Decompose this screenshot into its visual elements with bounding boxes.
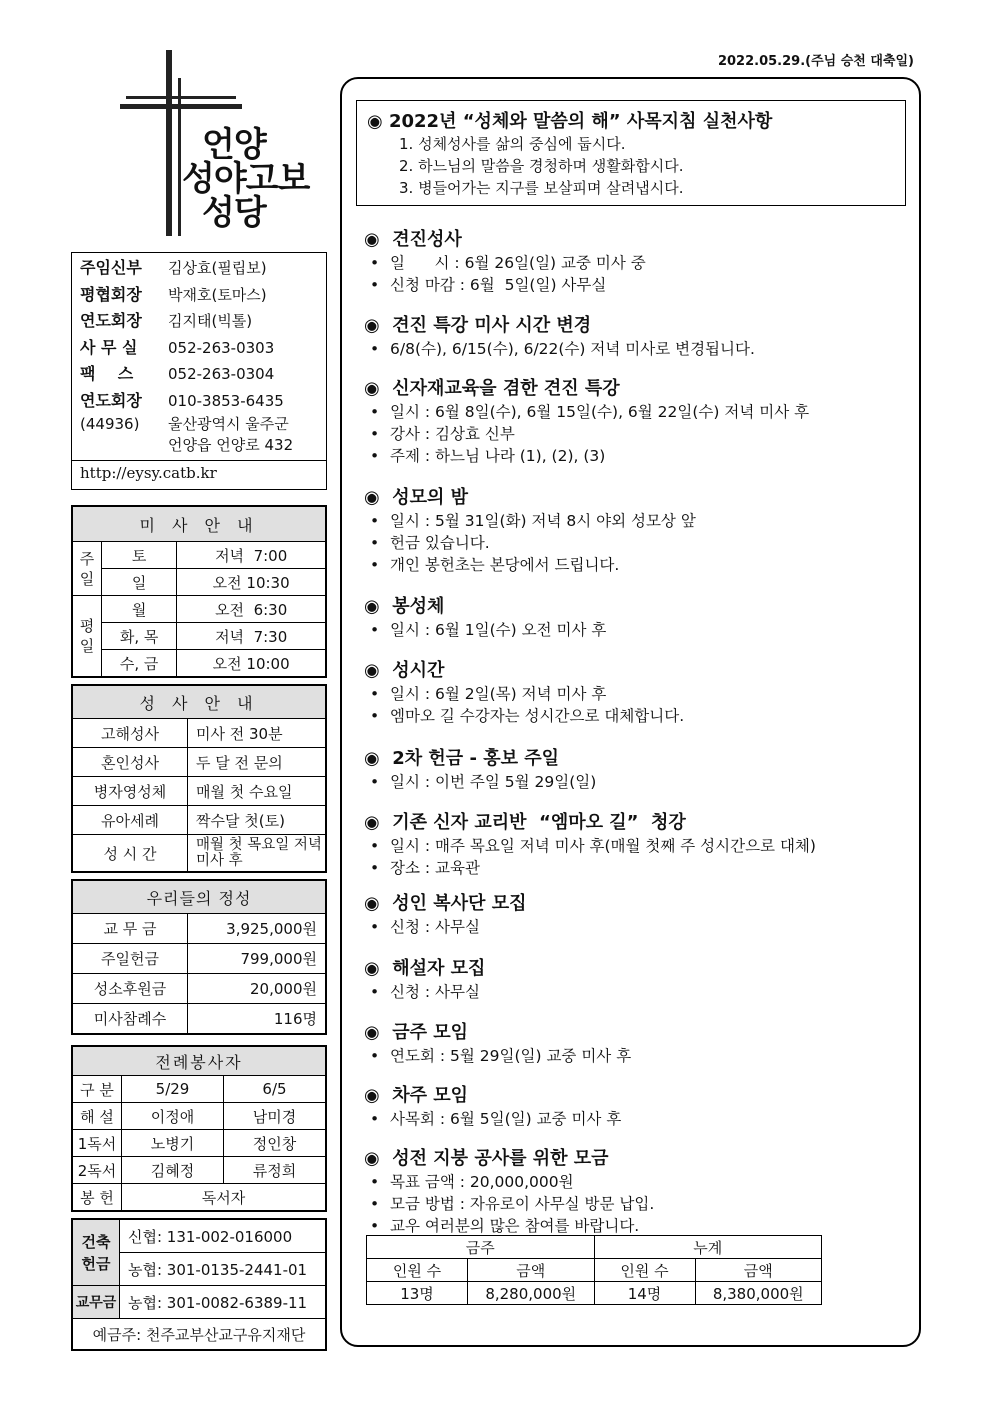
bullet-icon: • [370,1217,380,1235]
bullet-icon: • [370,1195,380,1213]
section-title: ◉ 성모의 밤 [364,487,469,508]
section-item: • 신청 마감 : 6월 5일(일) 사무실 [370,276,607,294]
offering-title: 우리들의 정성 [73,881,326,914]
section-item: • 사목회 : 6월 5일(일) 교중 미사 후 [370,1110,622,1128]
dues-label: 교무금 [73,1286,120,1319]
section-title: ◉ 해설자 모집 [364,958,486,979]
section-item: • 강사 : 김상효 신부 [370,425,515,443]
bullet-icon: • [370,859,380,877]
section-item: • 주제 : 하느님 나라 (1), (2), (3) [370,447,606,465]
announcement-section [364,892,914,938]
section-item: • 일 시 : 6월 26일(일) 교중 미사 중 [370,254,646,272]
bullet-icon: • [370,556,380,574]
section-title: ◉ 견진 특강 미사 시간 변경 [364,315,592,336]
section-title: ◉ 2차 헌금 - 홍보 주일 [364,748,560,769]
bullet-icon: • [370,773,380,791]
section-title: ◉ 성전 지붕 공사를 위한 모금 [364,1148,609,1169]
bullet-icon: • [370,918,380,936]
bullet-icon: • [370,512,380,530]
section-title: ◉ 신자재교육을 겸한 견진 특강 [364,378,620,399]
bullet-icon: • [370,254,380,272]
fund-table: 금주 누계 인원 수 금액 인원 수 금액 13명 8,280,000원 14명 8,380,000원 [366,1235,822,1305]
section-title: ◉ 견진성사 [364,229,462,250]
bullet-icon: • [370,1173,380,1191]
bullet-icon: • [370,403,380,421]
bullet-icon: • [370,447,380,465]
announcement-section [364,1021,914,1067]
section-title: ◉ 차주 모임 [364,1085,469,1106]
announcement-section [364,747,914,793]
bullet-icon: • [370,837,380,855]
announcement-section [364,1084,914,1130]
website-link[interactable]: http://eysy.catb.kr [80,464,217,482]
bullet-icon: • [370,1047,380,1065]
section-item: • 엠마오 길 수강자는 성시간으로 대체합니다. [370,707,685,725]
section-item: • 일시 : 이번 주일 5월 29일(일) [370,773,597,791]
section-title: ◉ 기존 신자 교리반 “엠마오 길” 청강 [364,812,686,833]
bullet-icon: • [370,534,380,552]
zip-code: (44936) [80,415,140,433]
announcement-section [364,1147,914,1237]
bullet-icon: • [370,707,380,725]
section-item: • 모금 방법 : 자유로이 사무실 방문 납입. [370,1195,655,1213]
section-title: ◉ 금주 모임 [364,1022,469,1043]
account-nonghyup-build: 농협: 301-0135-2441-01 [120,1253,326,1286]
mass-schedule-box: 미 사 안 내 주일 토 저녁 7:00 일 오전 10:30 평일 월 오전 6:30 화, 목 저녁 7:30 수, 금 오전 10:00 [71,505,327,678]
bullet-icon: • [370,425,380,443]
offering-box: 우리들의 정성 교 무 금 3,925,000원 주일헌금 799,000원 성소후원금 20,000원 미사참례수 116명 [71,879,327,1035]
section-item: • 신청 : 사무실 [370,983,480,1001]
section-item: • 개인 봉헌초는 본당에서 드립니다. [370,556,620,574]
announcement-section [364,811,914,879]
section-item: • 교우 여러분의 많은 참여를 바랍니다. [370,1217,640,1235]
bullet-icon: • [370,685,380,703]
announcement-section [364,228,914,296]
section-item: • 목표 금액 : 20,000,000원 [370,1173,574,1191]
bullet-icon: • [370,276,380,294]
sacrament-title: 성 사 안 내 [73,686,326,719]
section-item: • 6/8(수), 6/15(수), 6/22(수) 저녁 미사로 변경됩니다. [370,340,755,358]
bullet-icon: • [370,621,380,639]
parish-name: 언양 성야고보 성당 [182,125,310,233]
section-title: ◉ 성인 복사단 모집 [364,893,527,914]
bank-accounts-box [71,1218,327,1351]
announcement-section [364,377,914,467]
section-title: ◉ 봉성체 [364,596,445,617]
building-fund-label: 건축헌금 [73,1220,120,1286]
announcement-section [364,595,914,641]
parish-info-box: 주임신부 김상효(필립보) 평협회장 박재호(토마스) 연도회장 김지태(빅톨) 사 무 실 052-263-0303 팩 스 052-263-0304 연도회장 010-3853-6435 (44936) 울산광역시 울주군 언양읍 언양로 432 http://eysy.catb.kr [71,252,327,490]
account-shinhyup: 신협: 131-002-016000 [120,1220,326,1253]
sacrament-box: 성 사 안 내 고해성사 미사 전 30분 혼인성사 두 달 전 문의 병자영성체 매월 첫 수요일 유아세례 짝수달 첫(토) 성 시 간 매월 첫 목요일 저녁미사 후 [71,684,327,873]
announcement-section [364,659,914,727]
account-holder: 예금주: 천주교부산교구유지재단 [73,1319,326,1350]
announcement-section [364,314,914,360]
section-title: ◉ 성시간 [364,660,445,681]
address-line1: 울산광역시 울주군 [168,415,289,433]
pastoral-guidelines-box: ◉ 2022년 “성체와 말씀의 해” 사목지침 실천사항 1. 성체성사를 삶의 중심에 둡시다. 2. 하느님의 말씀을 경청하며 생활화합시다. 3. 병들어가는 지구를 보살피며 살려냅시다. [356,100,906,206]
bullet-icon: • [370,1110,380,1128]
section-item: • 일시 : 6월 2일(목) 저녁 미사 후 [370,685,607,703]
weekday-label: 평일 [73,596,102,677]
section-item: • 일시 : 매주 목요일 저녁 미사 후(매월 첫째 주 성시간으로 대체) [370,837,816,855]
sunday-label: 주일 [73,542,102,596]
mass-title: 미 사 안 내 [73,507,326,542]
section-item: • 일시 : 6월 8일(수), 6월 15일(수), 6월 22일(수) 저녁 미사 후 [370,403,810,421]
announcement-section [364,486,914,576]
section-item: • 연도회 : 5월 29일(일) 교중 미사 후 [370,1047,632,1065]
section-item: • 헌금 있습니다. [370,534,490,552]
address-line2: 언양읍 언양로 432 [168,436,294,454]
section-item: • 일시 : 6월 1일(수) 오전 미사 후 [370,621,607,639]
liturgy-servers-box: 전례봉사자 구 분 5/29 6/5 해 설 이정애 남미경 1독서 노병기 정인창 2독서 김혜정 류정희 봉 헌 독서자 [71,1045,327,1212]
servers-title: 전례봉사자 [73,1047,326,1076]
section-item: • 신청 : 사무실 [370,918,480,936]
section-item: • 장소 : 교육관 [370,859,480,877]
bullet-icon: • [370,983,380,1001]
bulletin-date: 2022.05.29.(주님 승천 대축일) [717,54,914,69]
cross-icon [166,50,172,236]
bullet-icon: • [370,340,380,358]
account-nonghyup-dues: 농협: 301-0082-6389-11 [120,1286,326,1319]
section-item: • 일시 : 5월 31일(화) 저녁 8시 야외 성모상 앞 [370,512,696,530]
pastoral-title: ◉ 2022년 “성체와 말씀의 해” 사목지침 실천사항 [367,111,773,132]
announcement-section [364,957,914,1003]
